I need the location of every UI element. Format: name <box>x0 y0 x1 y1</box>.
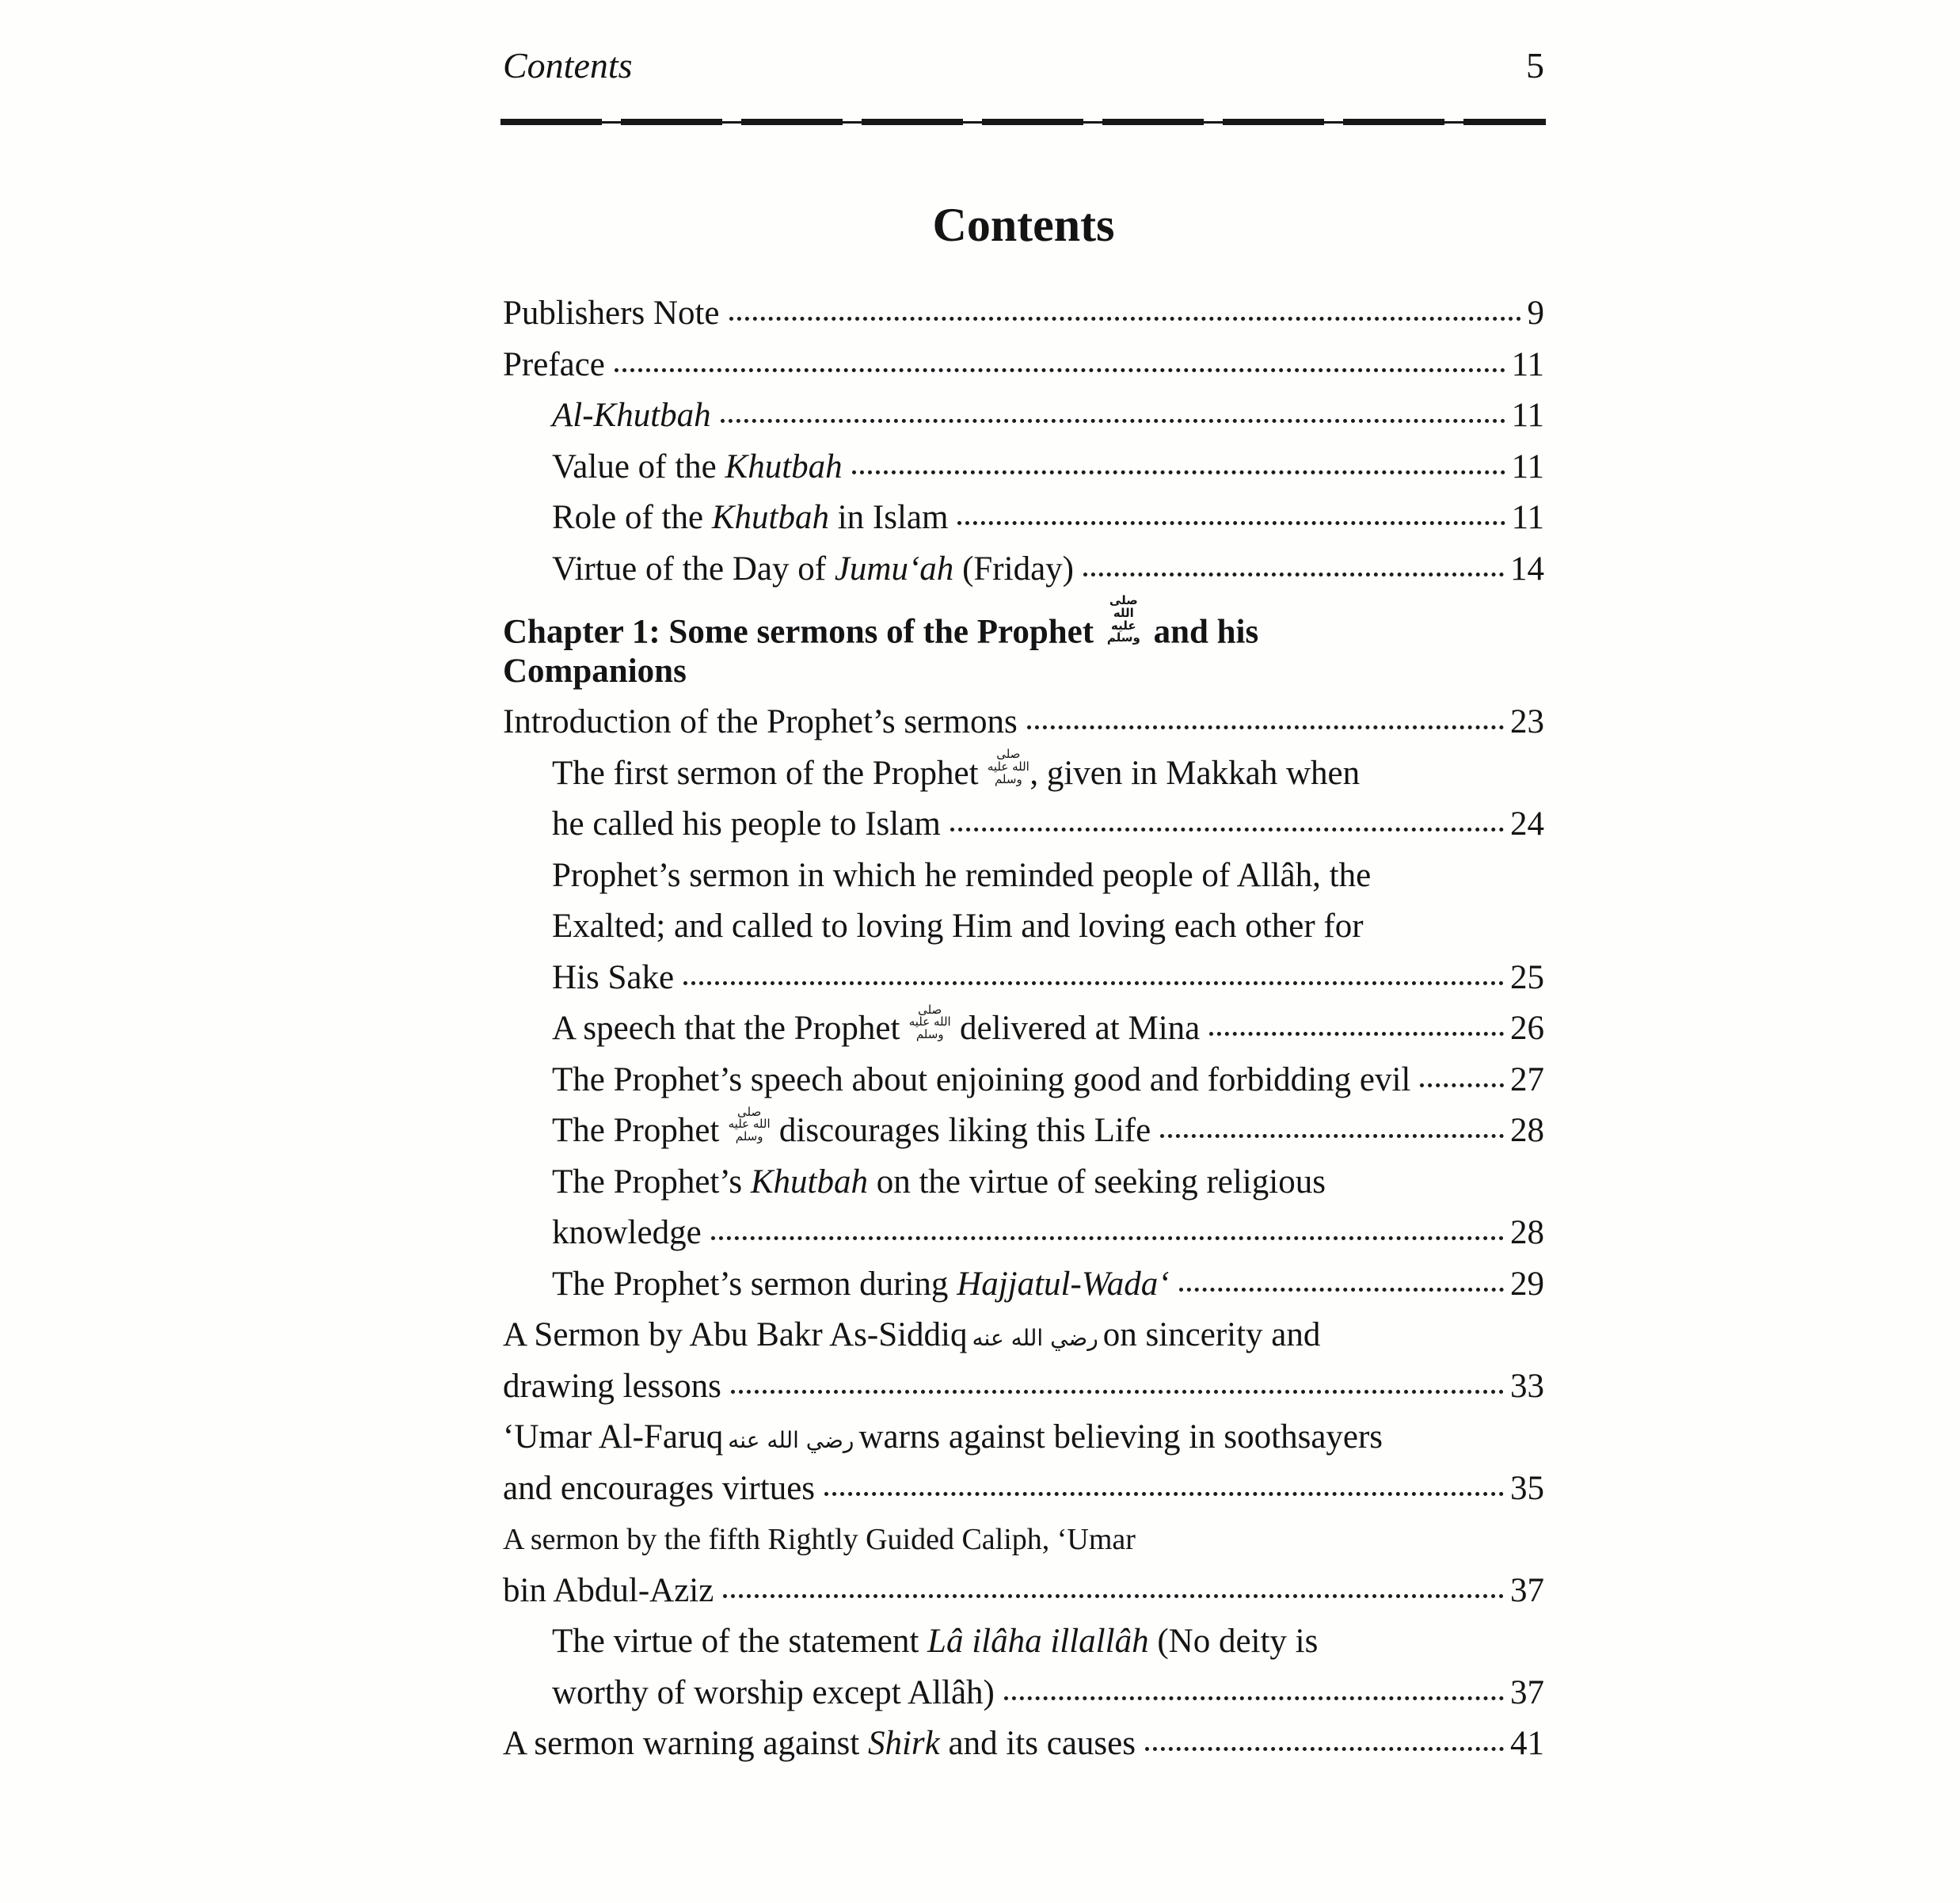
saw-honorific-ligature: صلى الله عليه وسلم <box>728 1104 771 1144</box>
italic-term: Al-Khutbah <box>552 397 711 434</box>
entry-text-segment: A Sermon by Abu Bakr As-Siddiq <box>503 1316 968 1353</box>
toc-entry <box>503 288 1544 340</box>
italic-term: Khutbah <box>750 1163 868 1201</box>
toc-entry <box>503 1566 1544 1617</box>
entry-text-segment: A speech that the Prophet <box>552 1010 909 1047</box>
entry-text-segment: A sermon by the fifth Rightly Guided Caliph, ‘Umar <box>503 1523 1136 1556</box>
toc-entry <box>503 1310 1544 1361</box>
toc-entry <box>503 1259 1544 1311</box>
toc-entry <box>503 799 1544 851</box>
toc-page-number: 27 <box>1510 1060 1544 1098</box>
toc-entry <box>503 544 1544 596</box>
entry-text-segment: he called his people to Islam <box>552 805 941 843</box>
entry-text-segment: bin Abdul-Aziz <box>503 1571 714 1609</box>
page-title: Contents <box>932 199 1115 251</box>
toc-entry-text <box>503 697 1018 748</box>
toc-dot-leader <box>711 1236 1504 1240</box>
toc-dot-leader <box>1083 573 1504 577</box>
entry-text-segment: and encourages virtues <box>503 1469 816 1507</box>
toc-dot-leader <box>731 1390 1504 1394</box>
entry-text-segment: The first sermon of the Prophet <box>552 754 988 792</box>
entry-text-segment: Companions <box>503 652 687 690</box>
running-header <box>503 46 1544 86</box>
toc-page-number: 11 <box>1511 345 1544 383</box>
toc-entry-text <box>552 1668 995 1719</box>
entry-text-segment: Exalted; and called to loving Him and loving each other for <box>552 908 1364 945</box>
toc-dot-leader <box>1160 1134 1504 1138</box>
toc-entry <box>503 1106 1544 1157</box>
toc-entry <box>503 1208 1544 1259</box>
toc-dot-leader <box>1145 1747 1504 1751</box>
toc-page-number: 9 <box>1527 295 1544 332</box>
entry-text-segment: The Prophet’s <box>552 1163 751 1201</box>
toc-entry <box>503 593 1544 651</box>
toc-entry <box>503 1412 1544 1463</box>
entry-text-segment: on sincerity and <box>1102 1316 1321 1353</box>
toc-entry <box>503 340 1544 391</box>
toc-entry-text <box>503 1463 815 1515</box>
toc-entry-text <box>552 1003 1200 1055</box>
toc-page-number: 14 <box>1510 550 1544 588</box>
toc-dot-leader <box>729 317 1521 321</box>
toc-entry <box>503 901 1544 953</box>
toc-dot-leader <box>683 981 1504 985</box>
toc-page-number: 24 <box>1510 805 1544 843</box>
toc-entry-text <box>552 1259 1170 1311</box>
entry-text-segment: , given in Makkah when <box>1029 754 1361 792</box>
toc-entry-text <box>503 1310 1320 1364</box>
toc-dot-leader <box>723 1594 1504 1598</box>
entry-text-segment: A sermon warning against <box>503 1725 868 1762</box>
toc-entry-text <box>552 442 843 493</box>
toc-dot-leader <box>1209 1032 1504 1036</box>
toc-entry-text <box>552 493 948 544</box>
toc-page-number: 29 <box>1510 1265 1544 1303</box>
toc-dot-leader <box>1004 1696 1504 1700</box>
entry-text-segment: in Islam <box>828 499 949 536</box>
saw-honorific-ligature: صلى الله عليه وسلم <box>908 1002 951 1041</box>
entry-text-segment: The Prophet’s speech about enjoining good and forbidding evil <box>552 1060 1411 1098</box>
entry-text-segment: Preface <box>503 345 605 383</box>
toc-entry-text <box>552 851 1371 902</box>
toc-entry-text <box>552 544 1074 596</box>
toc-entry <box>503 493 1544 544</box>
toc-entry-text <box>503 1718 1136 1770</box>
entry-text-segment: delivered at Mina <box>951 1010 1201 1047</box>
arabic-honorific-text: رضي الله عنه <box>728 1427 854 1453</box>
entry-text-segment: Role of the <box>552 499 712 536</box>
entry-text-segment: and its causes <box>939 1725 1136 1762</box>
italic-term: Khutbah <box>725 447 843 485</box>
entry-text-segment: The virtue of the statement <box>552 1623 928 1660</box>
entry-text-segment: Chapter 1: Some sermons of the Prophet <box>503 613 1102 651</box>
entry-text-segment: knowledge <box>552 1214 702 1251</box>
entry-text-segment: drawing lessons <box>503 1367 721 1405</box>
entry-text-segment: The Prophet’s sermon during <box>552 1265 957 1303</box>
toc-entry <box>503 1361 1544 1413</box>
arabic-honorific-text: رضي الله عنه <box>972 1325 1098 1351</box>
entry-text-segment: His Sake <box>552 958 675 996</box>
toc-entry <box>503 1616 1544 1668</box>
toc-entry <box>503 697 1544 748</box>
entry-text-segment: The Prophet <box>552 1112 729 1149</box>
toc-page-number: 23 <box>1510 703 1544 740</box>
toc-dot-leader <box>1027 725 1504 729</box>
toc-page-number: 25 <box>1510 958 1544 996</box>
toc-entry <box>503 1514 1544 1566</box>
toc-page-number: 11 <box>1511 499 1544 536</box>
toc-entry-text <box>503 1566 714 1617</box>
entry-text-segment: warns against believing in soothsayers <box>858 1418 1383 1456</box>
toc-entry-text <box>552 748 1360 800</box>
toc-list <box>503 288 1544 1770</box>
toc-entry <box>503 1718 1544 1770</box>
toc-entry <box>503 442 1544 493</box>
entry-text-segment: discourages liking this Life <box>771 1112 1151 1149</box>
running-header-title: Contents <box>503 45 633 86</box>
toc-entry-text <box>552 901 1364 953</box>
toc-dot-leader <box>950 828 1504 832</box>
italic-term: Hajjatul-Wada‘ <box>957 1265 1170 1303</box>
toc-page-number: 33 <box>1510 1367 1544 1405</box>
toc-page-number: 26 <box>1510 1010 1544 1047</box>
toc-page-number: 11 <box>1511 397 1544 434</box>
toc-entry-text <box>503 288 720 340</box>
entry-text-segment: Prophet’s sermon in which he reminded people of Allâh, the <box>552 856 1372 894</box>
toc-entry-text <box>503 340 605 391</box>
toc-entry-text <box>552 1106 1151 1157</box>
entry-text-segment: Introduction of the Prophet’s sermons <box>503 703 1018 740</box>
italic-term: Lâ ilâha illallâh <box>927 1623 1149 1660</box>
toc-entry-text <box>552 799 941 851</box>
entry-text-segment: ‘Umar Al-Faruq <box>503 1418 724 1456</box>
saw-honorific-ligature: صلى الله عليه وسلم <box>987 747 1029 786</box>
toc-page-number: 28 <box>1510 1214 1544 1251</box>
entry-text-segment: (Friday) <box>953 550 1074 588</box>
toc-entry-text <box>552 1157 1326 1208</box>
entry-text-segment: and his <box>1144 613 1259 651</box>
toc-page-number: 37 <box>1510 1571 1544 1609</box>
toc-page-number: 41 <box>1510 1725 1544 1762</box>
entry-text-segment: Publishers Note <box>503 295 720 332</box>
entry-text-segment: on the virtue of seeking religious <box>867 1163 1326 1201</box>
toc-entry <box>503 748 1544 800</box>
header-rule <box>500 119 1546 125</box>
toc-page-number: 37 <box>1510 1673 1544 1711</box>
saw-honorific-ligature: صلى الله عليه وسلم <box>1106 593 1140 645</box>
toc-dot-leader <box>824 1492 1504 1496</box>
entry-text-segment: Virtue of the Day of <box>552 550 835 588</box>
toc-dot-leader <box>1420 1083 1504 1087</box>
italic-term: Khutbah <box>711 499 829 536</box>
toc-dot-leader <box>721 419 1505 423</box>
toc-entry-text <box>552 1055 1410 1106</box>
toc-dot-leader <box>852 470 1505 474</box>
toc-entry <box>503 1003 1544 1055</box>
toc-entry <box>503 1463 1544 1515</box>
toc-entry <box>503 1157 1544 1208</box>
toc-entry-text <box>503 646 687 698</box>
entry-text-segment: worthy of worship except Allâh) <box>552 1673 995 1711</box>
toc-entry-text <box>552 390 711 442</box>
toc-entry <box>503 953 1544 1004</box>
italic-term: Shirk <box>867 1725 940 1762</box>
italic-term: Jumu‘ah <box>834 550 954 588</box>
toc-entry-text <box>503 1412 1383 1467</box>
toc-dot-leader <box>957 521 1505 525</box>
toc-entry-text <box>503 1361 721 1413</box>
toc-entry-text <box>503 1514 1136 1566</box>
toc-entry-text <box>552 1208 702 1259</box>
toc-entry <box>503 851 1544 902</box>
toc-page-number: 28 <box>1510 1112 1544 1149</box>
toc-entry-text <box>552 1616 1318 1668</box>
toc-entry <box>503 390 1544 442</box>
toc-page-number: 11 <box>1511 447 1544 485</box>
toc-entry-text <box>552 953 674 1004</box>
toc-page-number: 35 <box>1510 1469 1544 1507</box>
entry-text-segment: (No deity is <box>1148 1623 1319 1660</box>
toc-dot-leader <box>615 368 1505 372</box>
toc-entry <box>503 1668 1544 1719</box>
entry-text-segment: Value of the <box>552 447 725 485</box>
toc-entry <box>503 1055 1544 1106</box>
toc-dot-leader <box>1179 1288 1504 1292</box>
running-header-page-number: 5 <box>1526 45 1544 86</box>
